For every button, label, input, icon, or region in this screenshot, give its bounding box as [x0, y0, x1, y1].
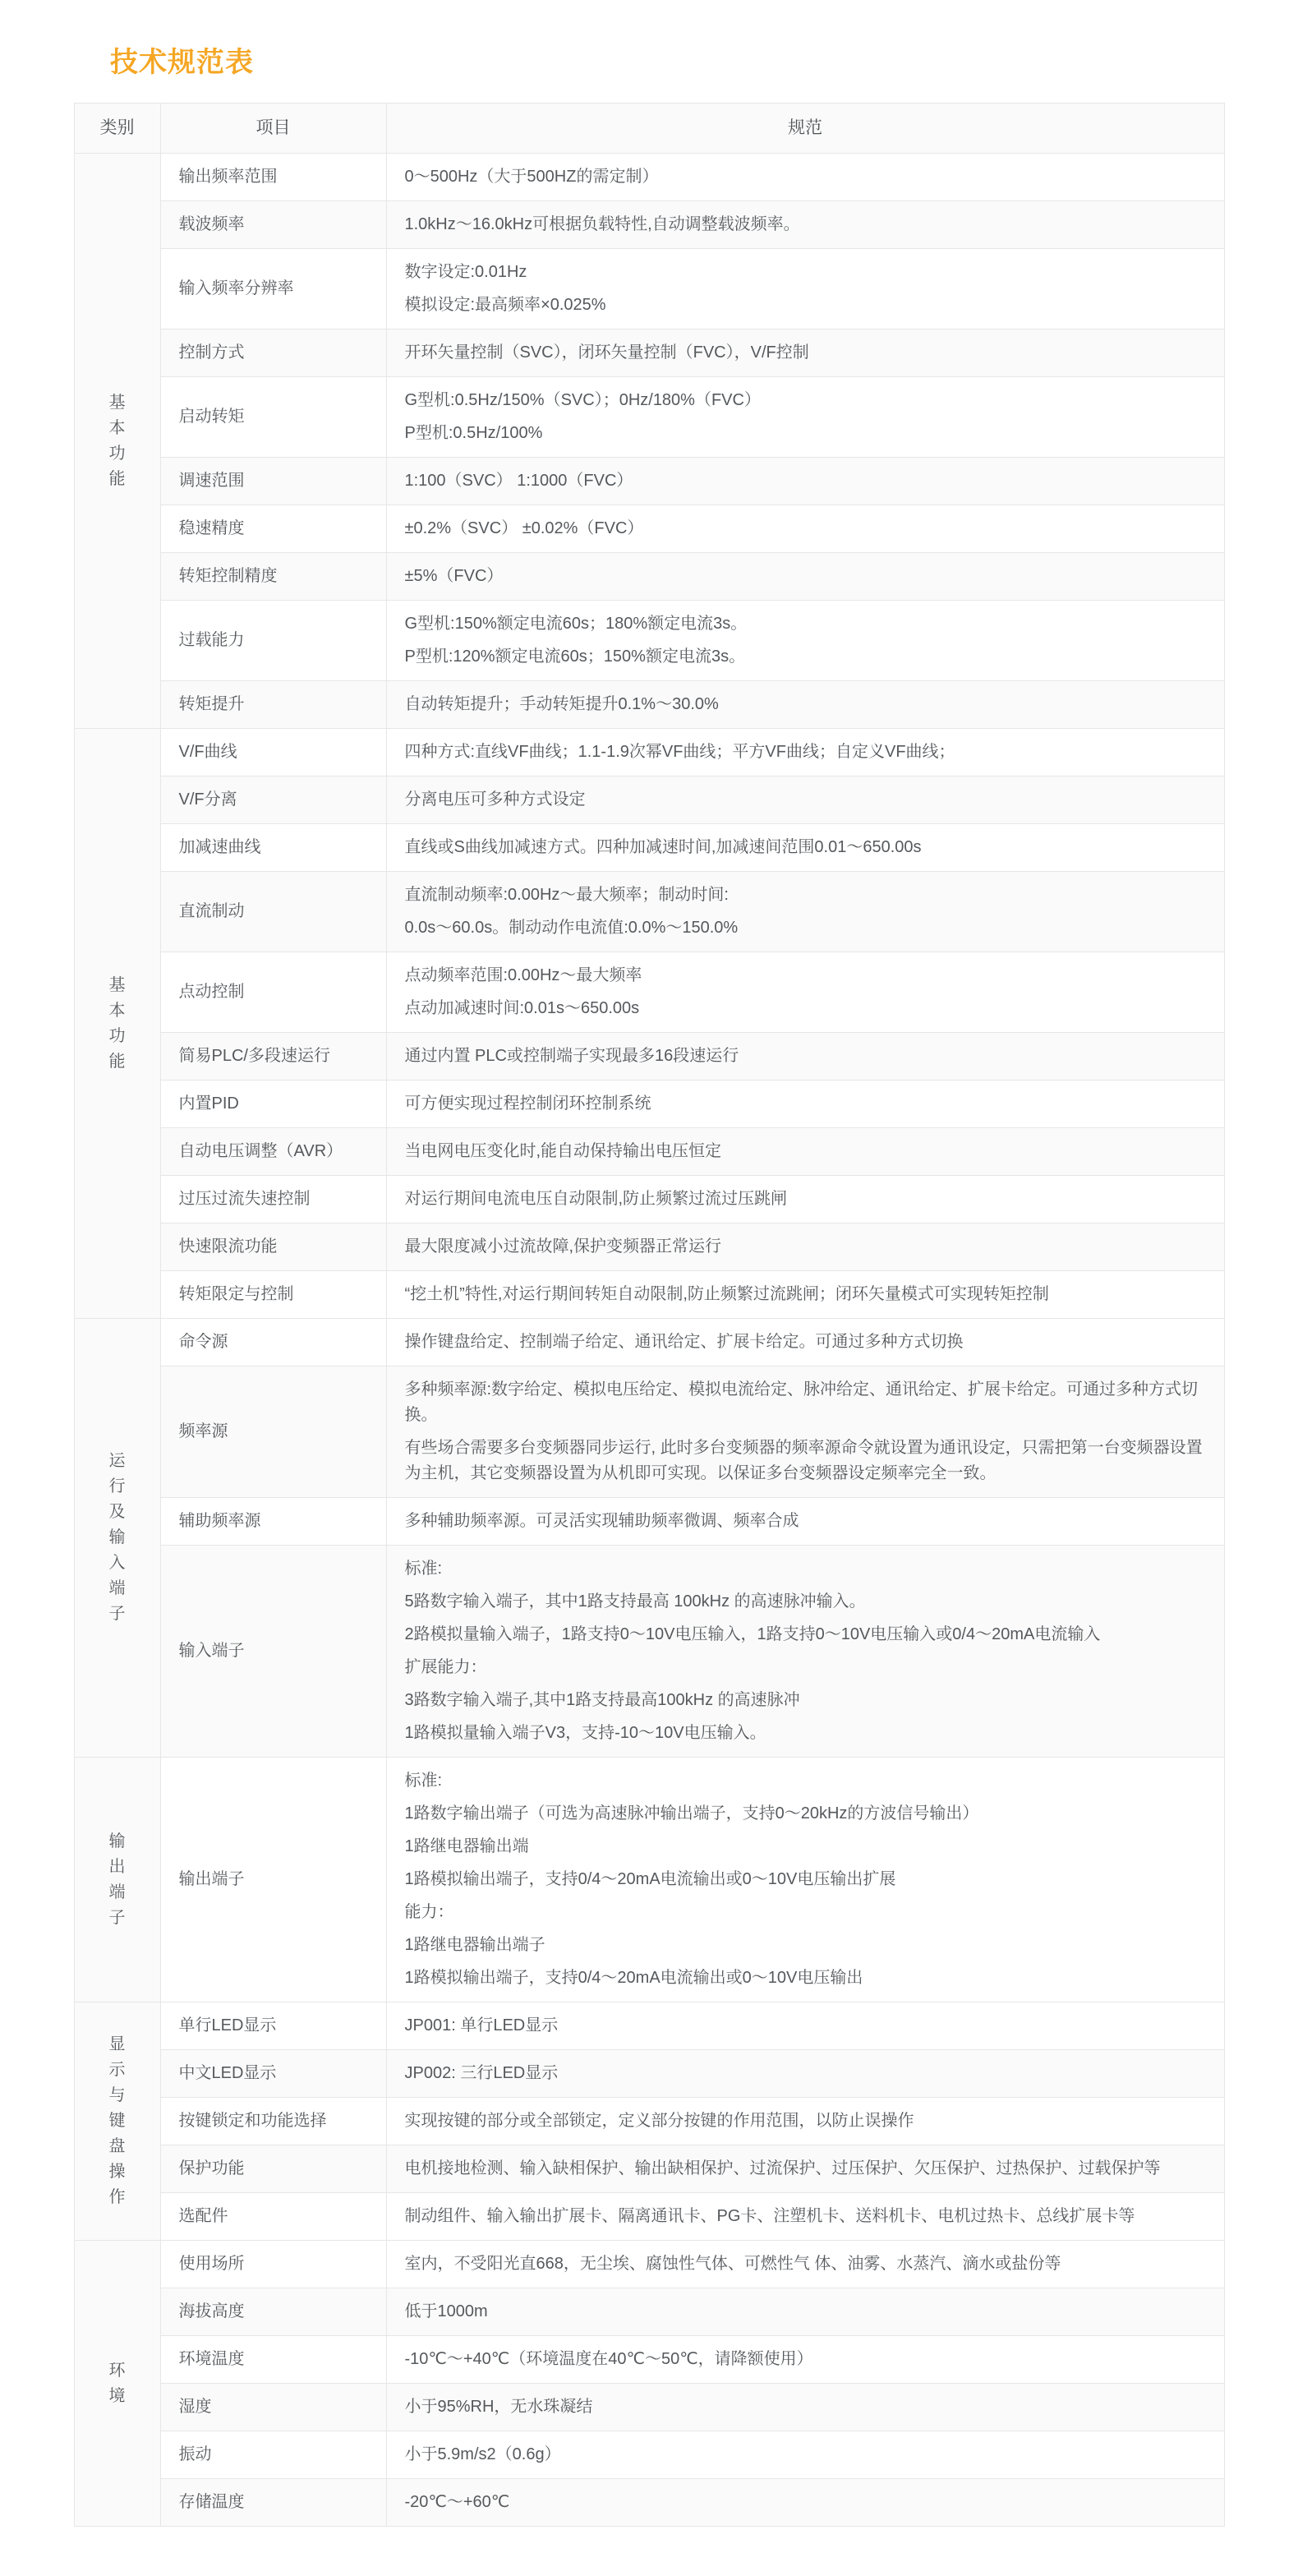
spec-line: ±5%（FVC） [404, 567, 504, 585]
spec-line: 自动转矩提升；手动转矩提升0.1%～30.0% [404, 695, 719, 713]
spec-cell [386, 824, 1224, 872]
spec-cell [386, 329, 1224, 377]
spec-line: 室内，不受阳光直668，无尘埃、腐蚀性气体、可燃性气 体、油雾、水蒸汽、滴水或盐份等 [404, 2255, 1061, 2273]
spec-cell [386, 249, 1224, 329]
spec-cell [386, 1758, 1224, 2002]
page-title: 技术规范表 [110, 47, 254, 78]
spec-cell [386, 681, 1224, 729]
table-row [74, 1223, 1224, 1271]
spec-cell [386, 2431, 1224, 2479]
table-row [74, 2336, 1224, 2384]
spec-line: 5路数字输入端子，其中1路支持最高 100kHz 的高速脉冲输入。 [404, 1592, 866, 1611]
spec-cell [386, 1271, 1224, 1319]
spec-line: 标准: [404, 1772, 443, 1790]
spec-cell [386, 1176, 1224, 1223]
table-row [74, 824, 1224, 872]
category-cell: 基 本 功 能 [74, 729, 160, 1319]
item-cell: 中文LED显示 [160, 2050, 386, 2098]
table-row [74, 1366, 1224, 1498]
spec-line: 2路模拟量输入端子，1路支持0～10V电压输入，1路支持0～10V电压输入或0/4～20mA电流输入 [404, 1625, 1101, 1643]
spec-cell [386, 1366, 1224, 1498]
item-cell: 转矩控制精度 [160, 553, 386, 601]
table-row [74, 2050, 1224, 2098]
table-row [74, 249, 1224, 329]
spec-line: -10℃～+40℃（环境温度在40℃～50℃，请降额使用） [404, 2350, 813, 2368]
spec-cell [386, 872, 1224, 952]
spec-line: 1路继电器输出端 [404, 1837, 529, 1855]
spec-line: 直线或S曲线加减速方式。四种加减速时间,加减速间范围0.01～650.00s [404, 838, 922, 856]
spec-line: 多种辅助频率源。可灵活实现辅助频率微调、频率合成 [404, 1512, 799, 1530]
spec-cell [386, 505, 1224, 553]
item-cell: 输出端子 [160, 1758, 386, 2002]
spec-line: 操作键盘给定、控制端子给定、通讯给定、扩展卡给定。可通过多种方式切换 [404, 1333, 964, 1351]
spec-cell [386, 1546, 1224, 1758]
spec-cell [386, 2050, 1224, 2098]
spec-cell [386, 952, 1224, 1033]
category-cell: 环 境 [74, 2241, 160, 2527]
spec-cell [386, 601, 1224, 681]
table-row [74, 872, 1224, 952]
table-row [74, 329, 1224, 377]
table-row [74, 1033, 1224, 1081]
item-cell: 直流制动 [160, 872, 386, 952]
item-cell: 控制方式 [160, 329, 386, 377]
spec-cell [386, 729, 1224, 776]
spec-line: P型机:120%额定电流60s；150%额定电流3s。 [404, 647, 746, 666]
table-row [74, 2288, 1224, 2336]
item-cell: 辅助频率源 [160, 1498, 386, 1546]
category-cell: 显 示 与 键 盘 操 作 [74, 2002, 160, 2241]
table-row [74, 2002, 1224, 2050]
column-header-item: 项目 [160, 104, 386, 154]
item-cell: 选配件 [160, 2193, 386, 2241]
item-cell: 自动电压调整（AVR） [160, 1128, 386, 1176]
table-head [74, 104, 1224, 154]
item-cell: 振动 [160, 2431, 386, 2479]
spec-line: 1路模拟量输入端子V3，支持-10～10V电压输入。 [404, 1724, 766, 1742]
table-row [74, 1081, 1224, 1128]
spec-line: 小于5.9m/s2（0.6g） [404, 2445, 561, 2463]
spec-cell [386, 2002, 1224, 2050]
spec-line: 可方便实现过程控制闭环控制系统 [404, 1094, 651, 1113]
item-cell: 输入频率分辨率 [160, 249, 386, 329]
spec-cell [386, 2241, 1224, 2288]
item-cell: 简易PLC/多段速运行 [160, 1033, 386, 1081]
spec-line: 通过内置 PLC或控制端子实现最多16段速运行 [404, 1047, 739, 1065]
table-row [74, 1319, 1224, 1366]
spec-line: 当电网电压变化时,能自动保持输出电压恒定 [404, 1142, 722, 1160]
table-row [74, 729, 1224, 776]
spec-cell [386, 2336, 1224, 2384]
item-cell: 加减速曲线 [160, 824, 386, 872]
spec-line: 有些场合需要多台变频器同步运行, 此时多台变频器的频率源命令就设置为通讯设定，只需把第一台变频器设置为主机，其它变频器设置为从机即可实现。以保证多台变频器设定频率完全一致。 [404, 1439, 1203, 1482]
spec-cell [386, 377, 1224, 458]
spec-line: ±0.2%（SVC） ±0.02%（FVC） [404, 519, 644, 537]
table-row [74, 1498, 1224, 1546]
table-row [74, 2241, 1224, 2288]
spec-line: JP002: 三行LED显示 [404, 2064, 559, 2082]
spec-cell [386, 2288, 1224, 2336]
spec-cell [386, 1128, 1224, 1176]
spec-cell [386, 776, 1224, 824]
spec-line: 标准: [404, 1560, 443, 1578]
item-cell: V/F曲线 [160, 729, 386, 776]
spec-cell [386, 201, 1224, 249]
spec-line: 四种方式:直线VF曲线；1.1-1.9次幂VF曲线；平方VF曲线；自定义VF曲线； [404, 743, 955, 761]
table-header-row [74, 104, 1224, 154]
spec-line: G型机:0.5Hz/150%（SVC）；0Hz/180%（FVC） [404, 391, 761, 409]
item-cell: 单行LED显示 [160, 2002, 386, 2050]
table-row [74, 201, 1224, 249]
spec-line: 点动频率范围:0.00Hz～最大频率 [404, 966, 642, 984]
item-cell: 转矩限定与控制 [160, 1271, 386, 1319]
spec-cell [386, 1498, 1224, 1546]
spec-cell [386, 154, 1224, 201]
spec-line: JP001: 单行LED显示 [404, 2016, 559, 2035]
item-cell: 转矩提升 [160, 681, 386, 729]
spec-line: 1路继电器输出端子 [404, 1936, 545, 1954]
table-row [74, 776, 1224, 824]
spec-line: 1.0kHz～16.0kHz可根据负载特性,自动调整载波频率。 [404, 215, 800, 233]
item-cell: 存储温度 [160, 2479, 386, 2527]
table-row [74, 458, 1224, 505]
spec-line: 数字设定:0.01Hz [404, 263, 527, 281]
spec-line: 制动组件、输入输出扩展卡、隔离通讯卡、PG卡、注塑机卡、送料机卡、电机过热卡、总线扩展卡等 [404, 2207, 1135, 2225]
spec-line: 3路数字输入端子,其中1路支持最高100kHz 的高速脉冲 [404, 1691, 800, 1709]
spec-line: -20℃～+60℃ [404, 2493, 510, 2511]
item-cell: 海拔高度 [160, 2288, 386, 2336]
table-row [74, 601, 1224, 681]
table-row [74, 377, 1224, 458]
spec-cell [386, 2193, 1224, 2241]
spec-cell [386, 2145, 1224, 2193]
item-cell: 湿度 [160, 2384, 386, 2431]
spec-cell [386, 1223, 1224, 1271]
item-cell: 输入端子 [160, 1546, 386, 1758]
spec-line: 分离电压可多种方式设定 [404, 790, 586, 809]
column-header-spec: 规范 [386, 104, 1224, 154]
spec-line: 点动加减速时间:0.01s～650.00s [404, 999, 640, 1017]
item-cell: 按键锁定和功能选择 [160, 2098, 386, 2145]
spec-cell [386, 458, 1224, 505]
category-cell: 基 本 功 能 [74, 154, 160, 729]
table-row [74, 681, 1224, 729]
spec-line: 低于1000m [404, 2302, 488, 2320]
item-cell: 环境温度 [160, 2336, 386, 2384]
category-cell: 运 行 及 输 入 端 子 [74, 1319, 160, 1758]
table-row [74, 553, 1224, 601]
spec-cell [386, 2384, 1224, 2431]
spec-line: 模拟设定:最高频率×0.025% [404, 296, 606, 314]
table-row [74, 1758, 1224, 2002]
spec-table [74, 103, 1225, 2527]
item-cell: 点动控制 [160, 952, 386, 1033]
table-row [74, 1176, 1224, 1223]
item-cell: 保护功能 [160, 2145, 386, 2193]
table-row [74, 2193, 1224, 2241]
item-cell: 稳速精度 [160, 505, 386, 553]
item-cell: 过载能力 [160, 601, 386, 681]
table-row [74, 2431, 1224, 2479]
spec-line: 0.0s～60.0s。制动动作电流值:0.0%～150.0% [404, 919, 739, 937]
spec-line: 1路模拟输出端子，支持0/4～20mA电流输出或0～10V电压输出 [404, 1969, 863, 1987]
spec-line: 1路数字输出端子（可选为高速脉冲输出端子，支持0～20kHz的方波信号输出） [404, 1804, 979, 1823]
table-row [74, 2479, 1224, 2527]
item-cell: 内置PID [160, 1081, 386, 1128]
spec-line: 最大限度减小过流故障,保护变频器正常运行 [404, 1237, 722, 1256]
table-row [74, 154, 1224, 201]
item-cell: 命令源 [160, 1319, 386, 1366]
spec-cell [386, 553, 1224, 601]
spec-line: G型机:150%额定电流60s；180%额定电流3s。 [404, 615, 748, 633]
table-row [74, 1271, 1224, 1319]
spec-cell [386, 1033, 1224, 1081]
table-row [74, 2384, 1224, 2431]
item-cell: 输出频率范围 [160, 154, 386, 201]
item-cell: 载波频率 [160, 201, 386, 249]
spec-line: 电机接地检测、输入缺相保护、输出缺相保护、过流保护、过压保护、欠压保护、过热保护、过载保护等 [404, 2159, 1161, 2177]
table-row [74, 952, 1224, 1033]
spec-line: 1:100（SVC） 1:1000（FVC） [404, 472, 633, 490]
spec-line: 开环矢量控制（SVC），闭环矢量控制（FVC），V/F控制 [404, 343, 809, 362]
item-cell: 频率源 [160, 1366, 386, 1498]
item-cell: 过压过流失速控制 [160, 1176, 386, 1223]
spec-line: 直流制动频率:0.00Hz～最大频率；制动时间: [404, 886, 729, 904]
table-row [74, 2145, 1224, 2193]
spec-line: 扩展能力： [404, 1658, 487, 1676]
spec-line: 1路模拟输出端子，支持0/4～20mA电流输出或0～10V电压输出扩展 [404, 1870, 896, 1888]
item-cell: 快速限流功能 [160, 1223, 386, 1271]
spec-cell [386, 1081, 1224, 1128]
spec-cell [386, 1319, 1224, 1366]
table-body [74, 154, 1224, 2527]
item-cell: 使用场所 [160, 2241, 386, 2288]
spec-line: 能力： [404, 1903, 454, 1921]
spec-line: 实现按键的部分或全部锁定，定义部分按键的作用范围，以防止误操作 [404, 2112, 914, 2130]
category-cell: 输 出 端 子 [74, 1758, 160, 2002]
spec-cell [386, 2098, 1224, 2145]
item-cell: 启动转矩 [160, 377, 386, 458]
table-row [74, 505, 1224, 553]
spec-line: 0～500Hz（大于500HZ的需定制） [404, 168, 659, 186]
column-header-category: 类别 [74, 104, 160, 154]
spec-line: 小于95%RH，无水珠凝结 [404, 2398, 593, 2416]
spec-cell [386, 2479, 1224, 2527]
table-row [74, 1128, 1224, 1176]
spec-line: P型机:0.5Hz/100% [404, 424, 543, 442]
item-cell: V/F分离 [160, 776, 386, 824]
table-row [74, 2098, 1224, 2145]
table-row [74, 1546, 1224, 1758]
spec-line: “挖土机”特性,对运行期间转矩自动限制,防止频繁过流跳闸；闭环矢量模式可实现转矩控制 [404, 1285, 1049, 1303]
item-cell: 调速范围 [160, 458, 386, 505]
spec-line: 多种频率源:数字给定、模拟电压给定、模拟电流给定、脉冲给定、通讯给定、扩展卡给定。可通过多种方式切换。 [404, 1380, 1199, 1424]
spec-line: 对运行期间电流电压自动限制,防止频繁过流过压跳闸 [404, 1190, 788, 1208]
